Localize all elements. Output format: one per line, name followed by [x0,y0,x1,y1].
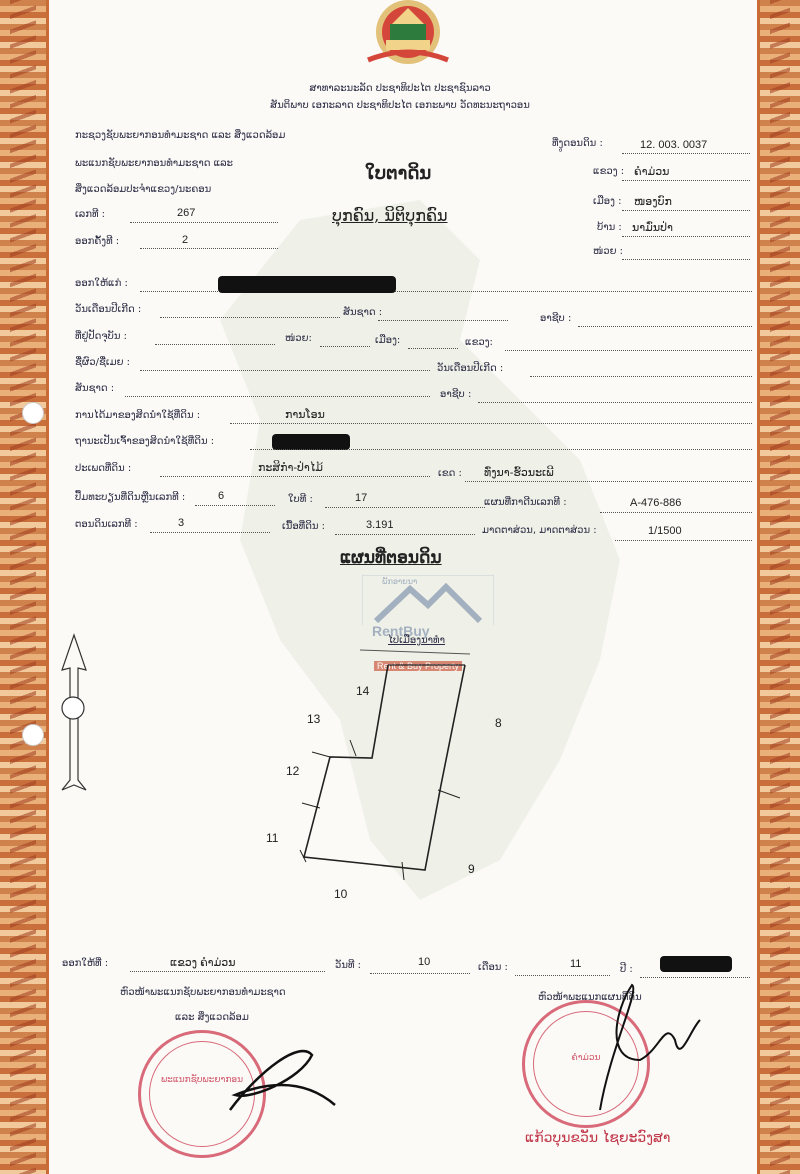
neighbor-parcel-label: 13 [307,712,321,726]
watermark-top-text: ພັກອາຍນາ [382,577,418,586]
right-signatory-name: ແກ້ວບຸນຂວັນ ໄຊຍະວົງສາ [525,1130,671,1146]
code-value: 12. 003. 0037 [640,139,708,151]
neighbor-parcel-label: 11 [266,831,279,845]
code-label: ທີ່ງູດອນດິນ : [552,138,603,149]
village-label: ບ້ານ : [597,222,622,233]
day-label: ວັນທີ : [335,960,362,971]
nationality2-label: ສັນຊາດ : [75,383,115,394]
neighbor-parcel-label: 14 [356,684,370,698]
acquire-label: ການໄດ້ມາຂອງສິດນຳໃຊ້ທີ່ດິນ : [75,410,201,421]
neighbor-parcel-label: 10 [334,887,348,901]
watermark-brand: RentBuy [372,623,430,639]
national-motto: ສັນຕິພາບ ເອກະລາດ ປະຊາທິປະໄຕ ເອກະພາບ ວັດທະນະຖາວອນ [270,100,530,111]
number-label: ເລກທີ : [75,209,106,220]
issued-at-label: ອອກໃຫ້ທີ່ : [62,958,109,969]
department-line: ພະແນກຊັບພະຍາກອນທຳມະຊາດ ແລະ [75,158,233,169]
print-value: 2 [182,234,189,246]
occupation2-label: ອາຊີບ : [440,389,472,400]
occupation-label: ອາຊີບ : [540,313,572,324]
month-label: ເດືອນ : [478,962,508,973]
year-label: ປີ : [620,964,633,975]
neighbor-parcel-label: 9 [468,862,475,876]
parcel-label: ຕອນດິນເລກທີ : [75,519,138,530]
parcel-value: 3 [178,517,185,529]
register-label: ປຶ້ມທະບຽນທີ່ດິນຫຼືນເລກທີ : [75,492,186,503]
area-label: ເນື້ອທີ່ດິນ : [282,521,326,532]
scale-label: ມາດຕາສ່ວນ, ມາດຕາສ່ວນ : [482,525,597,536]
map-value: A-476-886 [630,497,682,509]
address-unit-label: ໜ່ວຍ: [285,333,312,344]
district-value: ໜອງບົກ [634,196,672,208]
left-signatory-title: ຫົວໜ້າພະແນກຊັບພະຍາກອນທຳມະຊາດ [120,987,286,998]
page-value: 17 [355,492,368,504]
nationality-label: ສັນຊາດ : [343,307,383,318]
number-value: 267 [177,207,196,219]
day-value: 10 [418,956,431,968]
stamp-text: ພະແນກຊັບພະຍາກອນ [160,1075,244,1085]
birth-label: ວັນເດືອນປີເກີດ : [75,304,142,315]
address-district-label: ເມືອງ: [375,335,401,346]
watermark-tagline: Rent & Buy Property [374,661,462,671]
type-value: ກະສິກຳ-ປ່າໄມ້ [258,462,323,474]
page-label: ໃບທີ : [288,494,313,505]
district-label: ເມືອງ : [593,196,622,207]
month-value: 11 [570,958,582,970]
spouse-label: ຊື່ຜົວ/ຊື່ເມຍ : [75,357,131,368]
print-label: ອອກຄັ້ງທີ : [75,236,120,247]
unit-label: ໜ່ວຍ : [593,246,624,257]
register-value: 6 [218,490,225,502]
province-label: ແຂວງ : [593,166,625,177]
owner-label: ອອກໃຫ້ແກ່ : [75,278,128,289]
document-title: ໃບຕາດິນ [365,163,432,184]
map-label: ແຜນທີ່ກາດີນເລກທີ : [484,497,567,508]
acquire-value: ການໂອນ [285,409,325,421]
ministry-line: ກະຊວງຊັບພະຍາກອນທຳມະຊາດ ແລະ ສິ່ງແວດລ້ອມ [75,130,286,141]
area-value: 3.191 [366,519,394,531]
zone-value: ທົ່ງນາ-ຮົ້ວນະເພີ [484,467,554,479]
road-label: ໄປເມືອງນາທຳ [388,635,446,646]
document-subtitle: ບຸກຄົນ, ນິຕິບຸກຄົນ [332,206,448,225]
issued-at-value: ແຂວງ ຄຳມ່ວນ [170,957,236,969]
right-signatory-title: ຫົວໜ້າພະແນກແຜນທີ່ດິນ [538,992,642,1003]
national-header: ສາທາລະນະລັດ ປະຊາທິປະໄຕ ປະຊາຊົນລາວ [309,83,491,94]
type-label: ປະເພດທີ່ດິນ : [75,463,132,474]
stamp-text: ຄຳມ່ວນ [571,1053,601,1063]
left-signatory-title-2: ແລະ ສິ່ງແວດລ້ອມ [175,1012,249,1023]
scale-value: 1/1500 [648,525,682,537]
spouse-birth-label: ວັນເດືອນປີເກີດ : [437,363,504,374]
neighbor-parcel-label: 8 [495,716,502,730]
address-label: ທີ່ຢູ່ປັດຈຸບັນ : [75,331,128,342]
province-value: ຄຳມ່ວນ [634,166,670,178]
office-line: ສິ່ງແວດລ້ອມປະຈຳແຂວງ/ນະຄອນ [75,184,212,195]
basis-label: ຖານະເປັນເຈົ້າຂອງສິດນຳໃຊ້ທີ່ດິນ : [75,436,215,447]
plan-title: ແຜນທີ່ຕອນດິນ [340,548,442,568]
village-value: ນາມົ່ນປ່າ [632,222,673,234]
address-province-label: ແຂວງ: [465,337,493,348]
neighbor-parcel-label: 12 [286,764,300,778]
zone-label: ເຂດ : [438,468,462,479]
